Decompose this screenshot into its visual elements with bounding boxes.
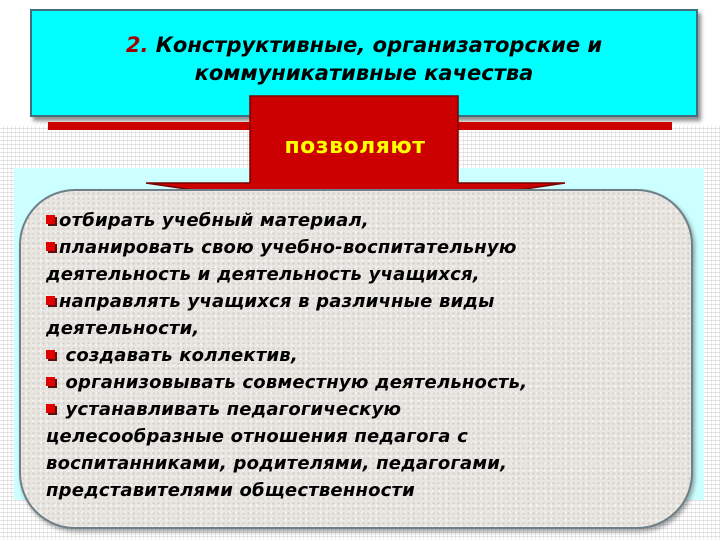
title-line-2: коммуникативные качества — [194, 61, 534, 85]
list-item-text: устанавливать педагогическую — [59, 399, 402, 420]
bullet-icon — [46, 242, 55, 251]
list-item-text: деятельности, — [46, 318, 200, 339]
list-item-text: направлять учащихся в различные виды — [59, 291, 495, 312]
list-item-text: представителями общественности — [46, 480, 415, 501]
list-item — [46, 207, 666, 234]
list-item-continuation — [46, 315, 666, 342]
bullet-icon — [46, 404, 55, 413]
bullet-icon — [46, 215, 55, 224]
title-number: 2. — [125, 33, 149, 57]
bullet-icon — [46, 377, 55, 386]
arrow-label: позволяют — [284, 134, 426, 159]
list-item-continuation — [46, 450, 666, 477]
list-item-text: воспитанниками, родителями, педагогами, — [46, 453, 508, 474]
list-item-text: планировать свою учебно-воспитательную — [59, 237, 517, 258]
title-line-1: Конструктивные, организаторские и — [155, 33, 603, 57]
abilities-list — [46, 207, 666, 504]
bullet-icon — [46, 296, 55, 305]
list-item-continuation — [46, 261, 666, 288]
list-item — [46, 288, 666, 315]
list-item — [46, 369, 666, 396]
bullet-icon — [46, 350, 55, 359]
list-item-continuation — [46, 477, 666, 504]
list-item-text: организовывать совместную деятельность, — [59, 372, 528, 393]
list-item-text: создавать коллектив, — [59, 345, 298, 366]
list-item-text: отбирать учебный материал, — [59, 210, 369, 231]
list-item — [46, 396, 666, 423]
list-item-text: целесообразные отношения педагога с — [46, 426, 468, 447]
list-item-continuation — [46, 423, 666, 450]
list-item-text: деятельность и деятельность учащихся, — [46, 264, 480, 285]
list-item — [46, 234, 666, 261]
list-item — [46, 342, 666, 369]
